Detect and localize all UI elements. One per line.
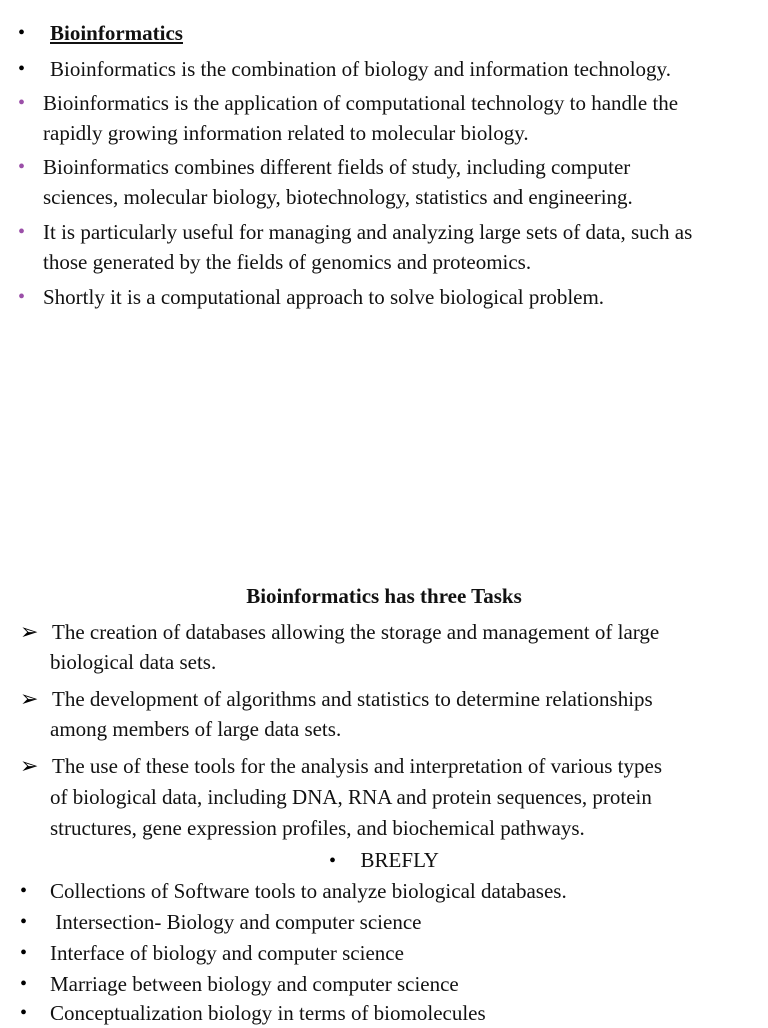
list-item-text: Bioinformatics is the application of computational technology to handle the <box>43 91 679 115</box>
bullet-dot: • <box>18 22 26 44</box>
arrow-bullet-icon: ➢ <box>20 753 39 778</box>
bullet-dot: • <box>18 221 26 243</box>
section-title-line <box>0 845 768 876</box>
bullet-dot: • <box>18 92 26 114</box>
section-heading: Bioinformatics <box>50 21 183 45</box>
list-item-text: It is particularly useful for managing and analyzing large sets of data, such as <box>43 220 693 244</box>
bullet-dot: • <box>20 942 28 964</box>
arrow-bullet-icon: ➢ <box>20 619 39 644</box>
list-item-text: The development of algorithms and statistics to determine relationships <box>52 687 653 711</box>
section-title: Bioinformatics has three Tasks <box>246 584 522 608</box>
list-item-text: The creation of databases allowing the storage and management of large <box>52 620 660 644</box>
list-item-text: Interface of biology and computer science <box>50 941 404 965</box>
section-title: BREFLY <box>360 848 439 872</box>
bullet-dot: • <box>20 880 28 902</box>
bullet-dot: • <box>18 156 26 178</box>
bullet-dot: • <box>20 973 28 995</box>
list-item-text: those generated by the fields of genomics and proteomics. <box>43 250 532 274</box>
list-item-text: The use of these tools for the analysis and interpretation of various types <box>52 754 663 778</box>
list-item-text: rapidly growing information related to molecular biology. <box>43 121 529 145</box>
list-item-text: Conceptualization biology in terms of biomolecules <box>50 1001 486 1025</box>
list-item-text: Shortly it is a computational approach to solve biological problem. <box>43 285 605 309</box>
list-item-text: biological data sets. <box>50 650 217 674</box>
list-item-text: sciences, molecular biology, biotechnology, statistics and engineering. <box>43 185 633 209</box>
list-item-text: structures, gene expression profiles, and biochemical pathways. <box>50 816 585 840</box>
arrow-bullet-icon: ➢ <box>20 686 39 711</box>
list-item-text: Bioinformatics combines different fields of study, including computer <box>43 155 631 179</box>
list-item-text: among members of large data sets. <box>50 717 342 741</box>
bullet-dot: • <box>18 286 26 308</box>
list-item-text: Collections of Software tools to analyze biological databases. <box>50 879 567 903</box>
list-item-text: Bioinformatics is the combination of biology and information technology. <box>50 57 671 81</box>
bullet-dot: • <box>20 1002 28 1024</box>
bullet-dot: • <box>329 850 337 872</box>
list-item-text: of biological data, including DNA, RNA and protein sequences, protein <box>50 785 652 809</box>
bullet-dot: • <box>18 58 26 80</box>
list-item-text: Intersection- Biology and computer science <box>50 910 422 934</box>
list-item-text: Marriage between biology and computer science <box>50 972 459 996</box>
bullet-dot: • <box>20 911 28 933</box>
